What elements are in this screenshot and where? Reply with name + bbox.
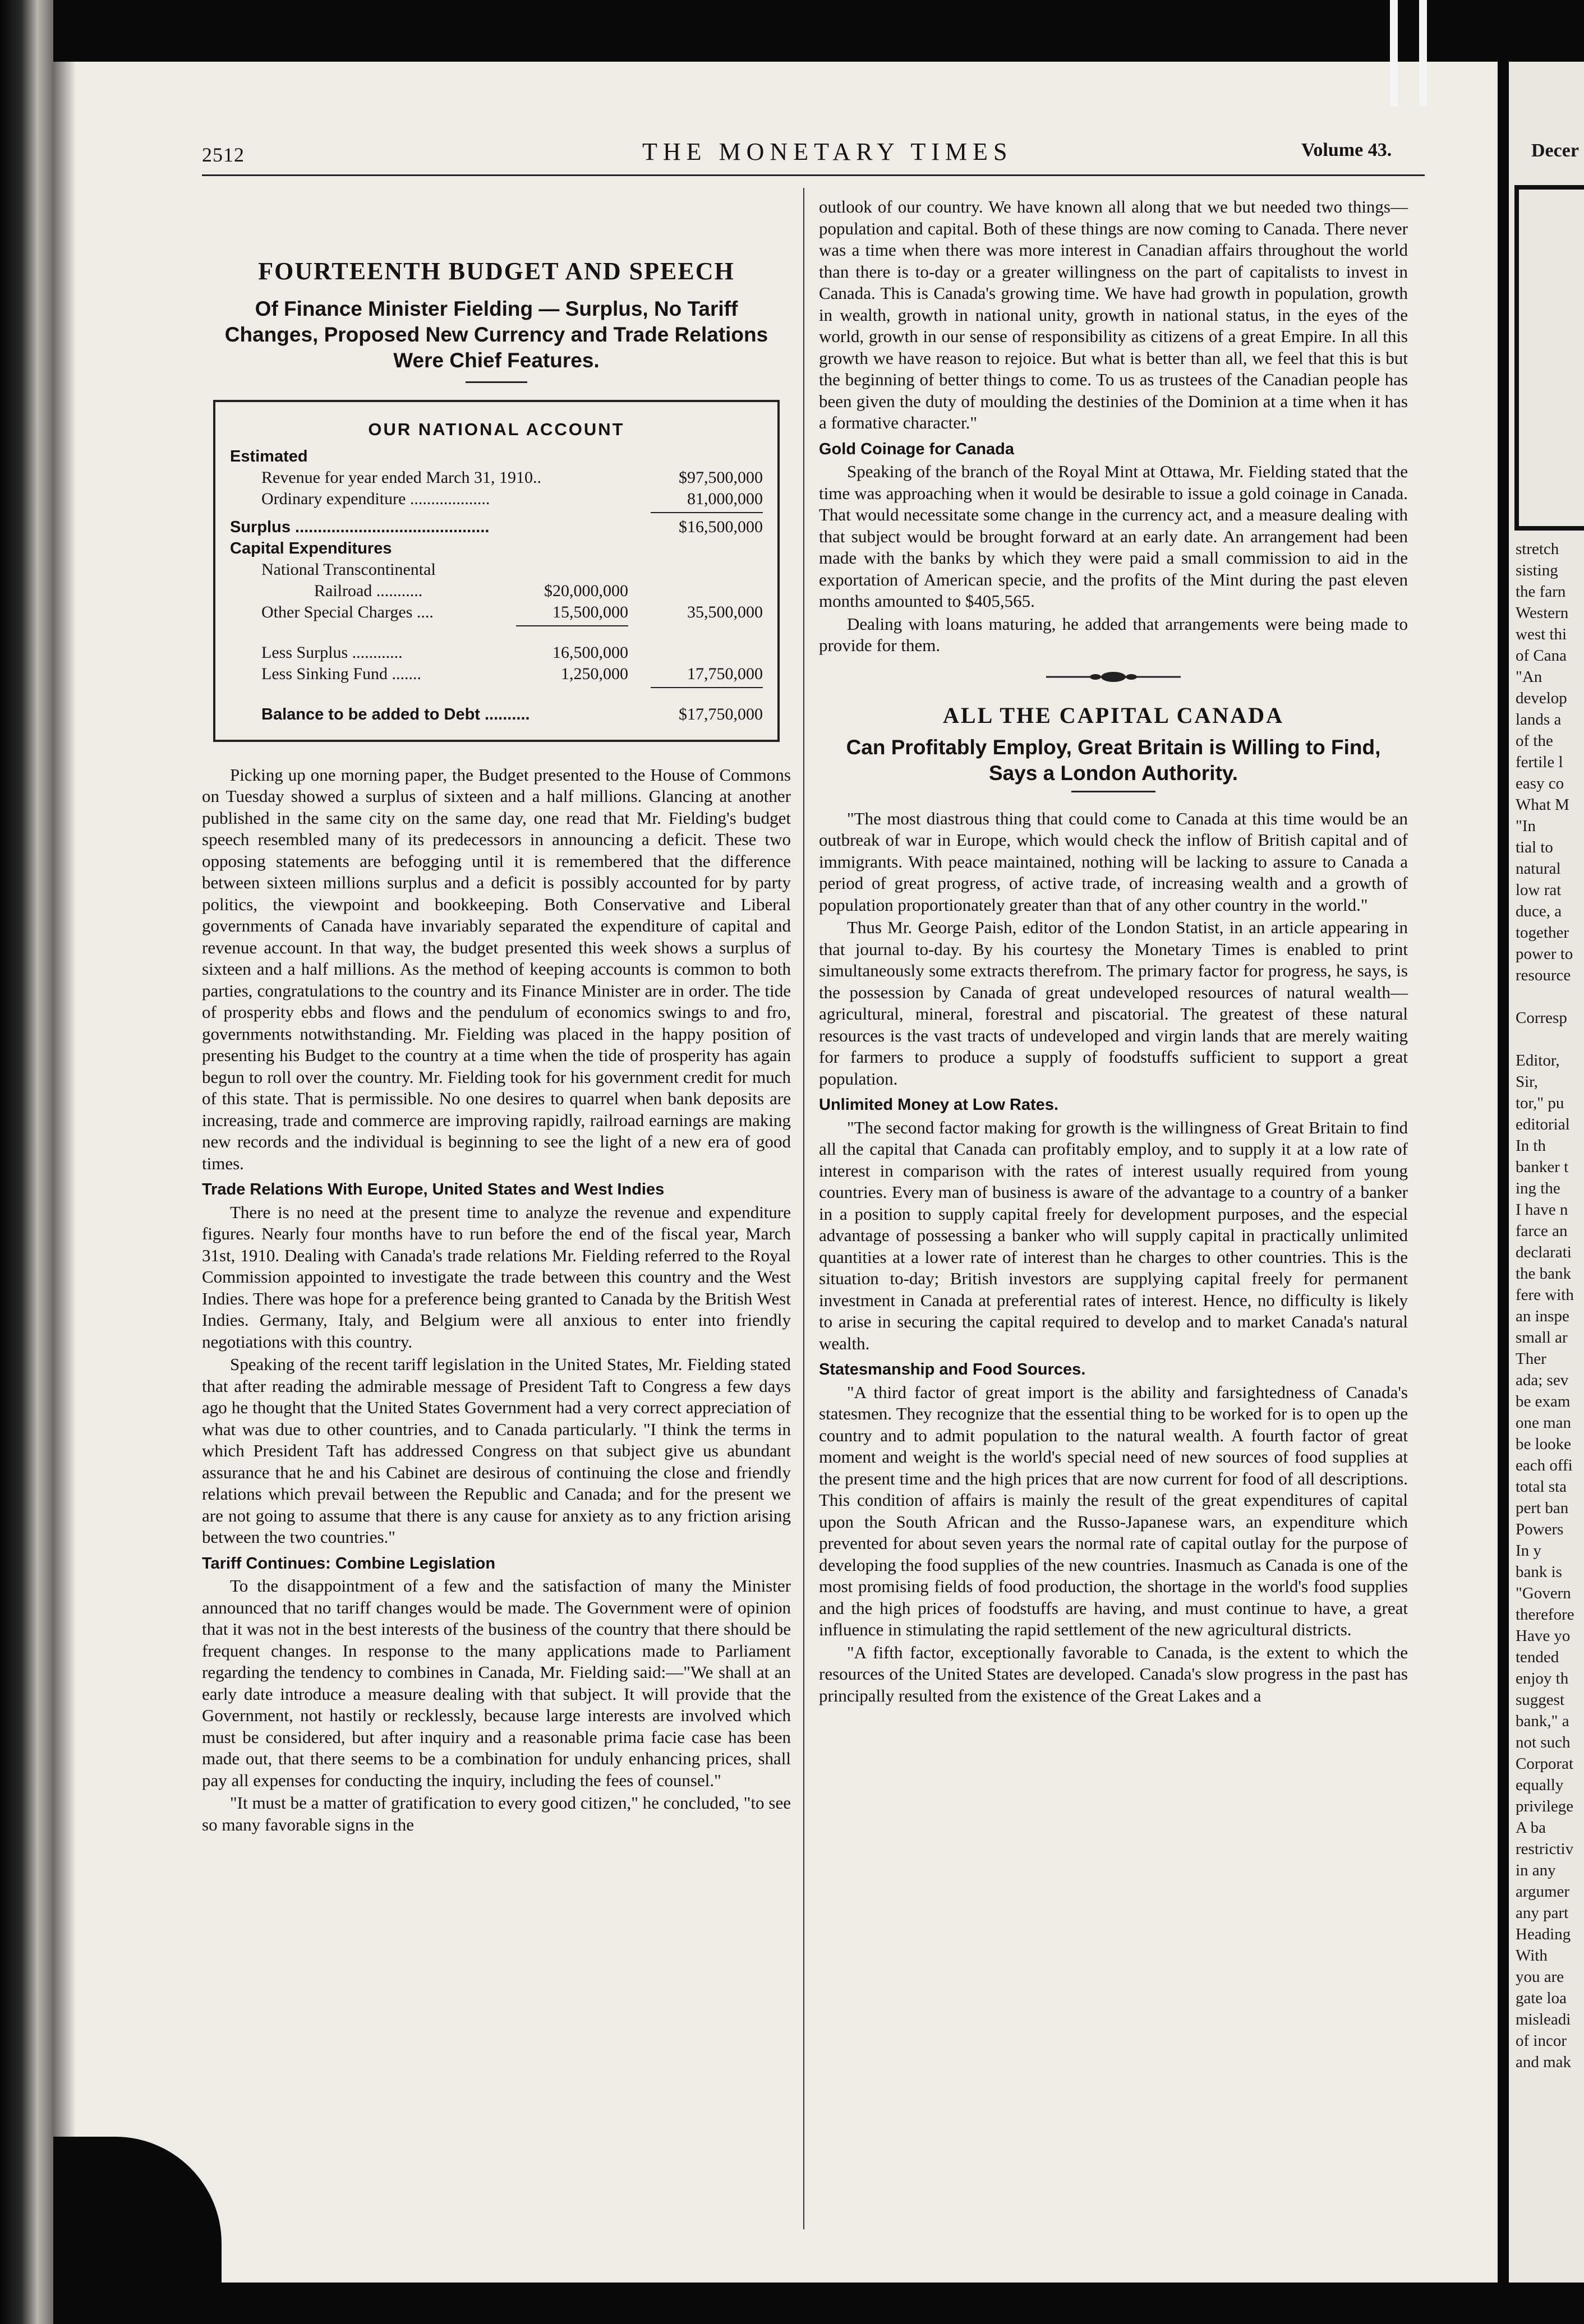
page-fold-shadow xyxy=(53,62,76,2282)
adjacent-text-line: Powers xyxy=(1516,1520,1564,1538)
other-charges-row xyxy=(230,602,763,623)
adjacent-text-line: power to xyxy=(1516,945,1573,963)
adjacent-text-line: natural xyxy=(1516,860,1561,878)
section-ornament xyxy=(819,668,1408,690)
other-charges-total: 35,500,000 xyxy=(687,602,763,621)
adjacent-text-line: What M xyxy=(1516,796,1569,814)
railroad-value: $20,000,000 xyxy=(544,581,628,600)
adjacent-text-line: an inspe xyxy=(1516,1307,1569,1325)
ornament-rule-icon xyxy=(1046,670,1181,684)
adjacent-text-line: in any xyxy=(1516,1861,1556,1879)
expenditure-value: 81,000,000 xyxy=(687,489,763,508)
national-account-table xyxy=(213,400,780,742)
article-headline: ALL THE CAPITAL CANADA xyxy=(943,703,1284,728)
paragraph: "A third factor of great import is the ability and farsightedness of Canada's statesmen. They recognize that the essential thing to be worked for is to open up the country and to admit population to the natural wealth. A fourth factor of great moment and weight is the world's special need of new sources of food supplies at the present time and the high prices that are now current for food of all descriptions. This condition of affairs is mainly the result of the great expenditures of capital upon the South African and the Russo-Japanese wars, an expenditure which prevented for about seven years the normal rate of capital outlay for the purpose of developing the food supplies of the new countries. Inasmuch as Canada is one of the most promising fields of food production, the shortage in the world's food supplies and the high prices of foodstuffs are having, and must continue to have, a great influence in stimulating the rapid settlement of the new agricultural districts. xyxy=(819,1382,1408,1639)
paragraph: Speaking of the branch of the Royal Mint at Ottawa, Mr. Fielding stated that the time was approaching when it would be desirable to issue a gold coinage in Canada. That would necessitate some change in the currency act, and a measure dealing with that subject would be brought forward at an early date. An arrangement had been made with the banks by which they were paid a small commission to aid in the exportation of American specie, and the profits of the Mint during the past eleven months amounted to $405,565. xyxy=(819,462,1408,611)
railroad-label: National Transcontinental xyxy=(261,560,436,579)
header-rule xyxy=(202,174,1425,176)
journal-title: THE MONETARY TIMES xyxy=(642,138,1013,165)
adjacent-text-line: tial to xyxy=(1516,838,1553,856)
adjacent-text xyxy=(1516,538,1584,2073)
adjacent-text-line: "In xyxy=(1516,817,1536,835)
adjacent-text-line: total sta xyxy=(1516,1478,1567,1496)
railroad-total xyxy=(628,580,763,602)
adjacent-text-line: Have yo xyxy=(1516,1627,1571,1645)
adjacent-text-line: not such xyxy=(1516,1733,1571,1751)
article-deck: Can Profitably Employ, Great Britain is Willing to Find, Says a London Authority. xyxy=(846,735,1381,785)
adjacent-text-line xyxy=(1516,986,1584,1007)
other-charges-label: Other Special Charges .... xyxy=(261,602,434,621)
adjacent-text-line: Western xyxy=(1516,604,1569,622)
expenditure-label: Ordinary expenditure ................... xyxy=(261,489,490,508)
adjacent-text-line: fere with xyxy=(1516,1286,1574,1304)
adjacent-text-line: develop xyxy=(1516,689,1567,707)
surplus-label: Surplus ........................................... xyxy=(230,518,490,536)
adjacent-text-line: fertile l xyxy=(1516,753,1563,771)
less-surplus-row xyxy=(230,642,763,663)
adjacent-text-line xyxy=(1516,1029,1584,1050)
less-sinking-label: Less Sinking Fund ....... xyxy=(261,664,422,683)
adjacent-text-line: Editor, xyxy=(1516,1052,1560,1069)
adjacent-ad-box xyxy=(1514,185,1584,531)
adjacent-text-line: farce an xyxy=(1516,1222,1568,1240)
adjacent-text-line: you are xyxy=(1516,1968,1564,1986)
adjacent-text-line: Corresp xyxy=(1516,1009,1567,1027)
paragraph: "It must be a matter of gratification to every good citizen," he concluded, "to see so many favorable signs in the xyxy=(202,1793,791,1834)
subheading: Statesmanship and Food Sources. xyxy=(819,1361,1086,1378)
adjacent-text-line: low rat xyxy=(1516,881,1562,899)
balance-value: $17,750,000 xyxy=(679,704,763,723)
adjacent-text-line: of Cana xyxy=(1516,647,1567,665)
page-number: 2512 xyxy=(202,144,245,166)
adjacent-text-line: Sir, xyxy=(1516,1073,1538,1091)
adjacent-text-line: of incor xyxy=(1516,2032,1567,2050)
subheading: Gold Coinage for Canada xyxy=(819,440,1015,458)
less-surplus-value: 16,500,000 xyxy=(552,643,628,662)
balance-row xyxy=(230,704,763,725)
adjacent-text-line: together xyxy=(1516,924,1569,942)
adjacent-text-line: the bank xyxy=(1516,1265,1572,1283)
adjacent-text-line: I have n xyxy=(1516,1201,1568,1219)
less-sinking-row xyxy=(230,663,763,685)
adjacent-text-line: stretch xyxy=(1516,540,1559,558)
article-deck: Of Finance Minister Fielding — Surplus, No Tariff Changes, Proposed New Currency and Trade Relations Were Chief Features. xyxy=(224,297,768,372)
adjacent-text-line: west thi xyxy=(1516,625,1567,643)
adjacent-text-line: and mak xyxy=(1516,2053,1572,2071)
adjacent-text-line: ada; sev xyxy=(1516,1371,1569,1389)
adjacent-text-line: equally xyxy=(1516,1776,1564,1794)
adjacent-page-fragment xyxy=(1509,62,1584,2282)
adjacent-text-line: "Govern xyxy=(1516,1584,1571,1602)
adjacent-text-line: declarati xyxy=(1516,1243,1572,1261)
scan-marker xyxy=(1390,0,1398,107)
less-sinking-value: 1,250,000 xyxy=(561,664,628,683)
adjacent-text-line: With xyxy=(1516,1947,1548,1965)
railroad-row-1 xyxy=(230,559,763,580)
adjacent-text-line: In y xyxy=(1516,1542,1541,1560)
adjacent-text-line: Corporat xyxy=(1516,1755,1574,1773)
sum-rule xyxy=(516,625,628,626)
paragraph: "A fifth factor, exceptionally favorable to Canada, is the extent to which the resources of the United States are developed. Canada's slow progress in the past has principally resulted from the existence of the Great Lakes and a xyxy=(819,1642,1408,1705)
adjacent-text-line: bank is xyxy=(1516,1563,1562,1581)
less-total: 17,750,000 xyxy=(687,664,763,683)
adjacent-text-line: gate loa xyxy=(1516,1989,1567,2007)
adjacent-text-line: A ba xyxy=(1516,1819,1546,1837)
adjacent-text-line: be exam xyxy=(1516,1392,1571,1410)
surplus-value: $16,500,000 xyxy=(679,517,763,536)
other-charges-value: 15,500,000 xyxy=(552,602,628,621)
column-divider xyxy=(803,188,804,2229)
adjacent-text-line: sisting xyxy=(1516,561,1558,579)
account-title: OUR NATIONAL ACCOUNT xyxy=(368,419,625,439)
volume-label: Volume 43. xyxy=(1301,140,1392,160)
sum-rule xyxy=(651,687,763,688)
adjacent-text-line: misleadi xyxy=(1516,2011,1571,2028)
adjacent-text-line: small ar xyxy=(1516,1329,1568,1347)
adjacent-text-line: any part xyxy=(1516,1904,1569,1922)
adjacent-text-line: tended xyxy=(1516,1648,1559,1666)
adjacent-text-line: lands a xyxy=(1516,711,1562,728)
estimated-heading: Estimated xyxy=(230,447,308,465)
adjacent-text-line: resource xyxy=(1516,966,1571,984)
adjacent-text-line: argumer xyxy=(1516,1883,1570,1901)
adjacent-text-line: the farn xyxy=(1516,583,1566,601)
capital-expenditures-heading: Capital Expenditures xyxy=(230,539,392,557)
revenue-row xyxy=(230,467,763,488)
binding-shadow xyxy=(53,2137,222,2282)
scan-edge xyxy=(0,0,53,2324)
balance-label: Balance to be added to Debt .......... xyxy=(261,705,530,723)
subheading: Trade Relations With Europe, United States and West Indies xyxy=(202,1181,665,1198)
short-rule xyxy=(466,381,527,383)
adjacent-text-line: "An xyxy=(1516,668,1542,686)
adjacent-text-line: Heading xyxy=(1516,1925,1571,1943)
revenue-value: $97,500,000 xyxy=(679,468,763,487)
paragraph: Thus Mr. George Paish, editor of the London Statist, in an article appearing in that journal to-day. By his courtesy the Monetary Times is enabled to print simultaneously some extracts therefrom. The primary factor for progress, he says, is the possession by Canada of great undeveloped resources of natural wealth—agricultural, mineral, forestral and piscatorial. The greatest of these natural resources is the vast tracts of undeveloped and virgin lands that are merely waiting for farmers to produce a supply of foodstuffs sufficient to support a great population. xyxy=(819,917,1408,1089)
paragraph: "The second factor making for growth is the willingness of Great Britain to find all the capital that Canada can profitably employ, and to supply it at a low rate of interest in comparison with the rates of interest usually required from young countries. Every man of business is aware of the advantage to a country of a banker in a position to supply capital freely for development purposes, and the especial advantage of possessing a banker who will supply capital in practically unlimited quantities at a lower rate of interest than he charges to other countries. This is the situation to-day; British investors are supplying capital freely for permanent investment in Canada at preferential rates of interest. Hence, no difficulty is likely to arise in securing the capital required to develop and to market Canada's natural wealth. xyxy=(819,1117,1408,1353)
railroad-label-cont: Railroad ........... xyxy=(314,581,423,600)
adjacent-text-line: of the xyxy=(1516,732,1553,750)
adjacent-text-line: restrictiv xyxy=(1516,1840,1574,1858)
adjacent-text-line: In th xyxy=(1516,1137,1546,1155)
sum-rule xyxy=(651,512,763,513)
expenditure-row xyxy=(230,488,763,510)
article-headline: FOURTEENTH BUDGET AND SPEECH xyxy=(258,257,735,285)
less-surplus-label: Less Surplus ............ xyxy=(261,643,403,662)
adjacent-text-line: be looke xyxy=(1516,1435,1572,1453)
right-column xyxy=(819,196,1408,1708)
adjacent-text-line: pert ban xyxy=(1516,1499,1569,1517)
adjacent-text-line: bank," a xyxy=(1516,1712,1569,1730)
adjacent-text-line: one man xyxy=(1516,1414,1572,1432)
subheading: Tariff Continues: Combine Legislation xyxy=(202,1554,496,1573)
adjacent-page-header: Decer xyxy=(1531,140,1579,161)
adjacent-text-line: suggest xyxy=(1516,1691,1564,1709)
railroad-row-2 xyxy=(230,580,763,602)
surplus-row xyxy=(230,517,763,538)
page-header xyxy=(53,137,1498,171)
short-rule xyxy=(1071,791,1155,792)
newspaper-page xyxy=(53,62,1498,2282)
scan-marker xyxy=(1419,0,1427,107)
paragraph: "The most diastrous thing that could come to Canada at this time would be an outbreak of war in Europe, which would check the inflow of British capital and of immigrants. With peace maintained, nothing will be lacking to assure to Canada a period of great progress, of active trade, of increasing wealth and a growth of population proportionately greater than that of any other country in the world." xyxy=(819,808,1408,915)
adjacent-text-line: each offi xyxy=(1516,1456,1573,1474)
adjacent-text-line: privilege xyxy=(1516,1797,1574,1815)
adjacent-text-line: editorial xyxy=(1516,1115,1570,1133)
paragraph: Picking up one morning paper, the Budget presented to the House of Commons on Tuesday showed a surplus of sixteen and a half millions. Glancing at another published in the same city on the same day, one read that Mr. Fielding's budget speech resembled many of its predecessors in announcing a deficit. These two opposing statements are befogging until it is remembered that the difference between sixteen millions surplus and a deficit is possibly accounted for by party politics, the viewpoint and bookkeeping. Both Conservative and Liberal governments of Canada have invariably separated the expenditure of capital and revenue account. In that way, the budget presented this week shows a surplus of sixteen and a half millions. As the method of keeping accounts is common to both parties, congratulations to the country and its Finance Minister are in order. The tide of prosperity ebbs and flows and the pendulum of economics swings to and fro, governments notwithstanding. Mr. Fielding was placed in the happy position of presenting his Budget to the country at a time when the tide of prosperity has again begun to roll over the country. Mr. Fielding took for his government credit for much of this state. That is permissible. No one desires to quarrel when bank deposits are increasing, trade and commerce are improving rapidly, railroad earnings are making new records and the individual is beginning to see the light of a new era of good times. xyxy=(202,764,791,1173)
adjacent-text-line: easy co xyxy=(1516,774,1564,792)
adjacent-text-line: duce, a xyxy=(1516,902,1562,920)
paragraph: To the disappointment of a few and the satisfaction of many the Minister announced that no tariff changes would be made. The Government were of opinion that it was not in the best interests of the business of the country that there should be frequent changes. In response to the many applications made to Parliament regarding the tendency to combines in Canada, Mr. Fielding said:—"We shall at an early date introduce a measure dealing with that subject. It will provide that the Government, not hastily or recklessly, because large interests are involved which must be considered, but after inquiry and a reasonable prima facie case has been made out, that there seems to be a combination for unduly enhancing prices, shall pay all expenses for conducting the inquiry, including the fees of counsel." xyxy=(202,1576,791,1790)
revenue-label: Revenue for year ended March 31, 1910.. xyxy=(261,468,541,487)
adjacent-text-line: therefore xyxy=(1516,1606,1574,1624)
left-column xyxy=(202,196,791,1837)
adjacent-text-line: tor," pu xyxy=(1516,1094,1564,1112)
paragraph: There is no need at the present time to analyze the revenue and expenditure figures. Nearly four months have to run before the end of the fiscal year, March 31st, 1910. Dealing with Canada's trade relations Mr. Fielding referred to the Royal Commission appointed to investigate the trade between this country and the West Indies. There was hope for a preference being granted to Canada by the British West Indies. Germany, Italy, and Belgium were all anxious to enter into friendly negotiations with this country. xyxy=(202,1202,791,1352)
subheading: Unlimited Money at Low Rates. xyxy=(819,1096,1058,1114)
paragraph: Speaking of the recent tariff legislation in the United States, Mr. Fielding stated that after reading the admirable message of President Taft to Congress a few days ago he thought that the United States Government had a very correct appreciation of what was due to other countries, and to Canada particularly. "I think the terms in which President Taft has addressed Congress on that subject give us abundant assurance that he and his Cabinet are desirous of continuing the close and friendly relations which prevail between the Republic and Canada; and for the present we are not going to assume that there is any cause for anxiety as to any friction arising between the two countries." xyxy=(202,1354,791,1547)
adjacent-text-line: Ther xyxy=(1516,1350,1546,1368)
paragraph: outlook of our country. We have known all along that we but needed two things—population and capital. Both of these things are now coming to Canada. There never was a time when there was more interest in Canadian affairs throughout the world than there is to-day or a greater willingness on the part of capitalists to invest in Canada. This is Canada's growing time. We have had growth in population, growth in wealth, growth in national unity, growth in national status, in the eyes of the world, growth in our sense of responsibility as citizens of a great Empire. In all this growth we have reason to rejoice. But what is better than all, we feel that this is but the beginning of better things to come. To us as trustees of the Canadian people has been given the duty of moulding the destinies of the Dominion at a time when it has a formative character." xyxy=(819,197,1408,432)
adjacent-text-line: ing the xyxy=(1516,1179,1560,1197)
adjacent-text-line: enjoy th xyxy=(1516,1670,1569,1687)
paragraph: Dealing with loans maturing, he added that arrangements were being made to provide for them. xyxy=(819,614,1408,655)
adjacent-text-line: banker t xyxy=(1516,1158,1569,1176)
